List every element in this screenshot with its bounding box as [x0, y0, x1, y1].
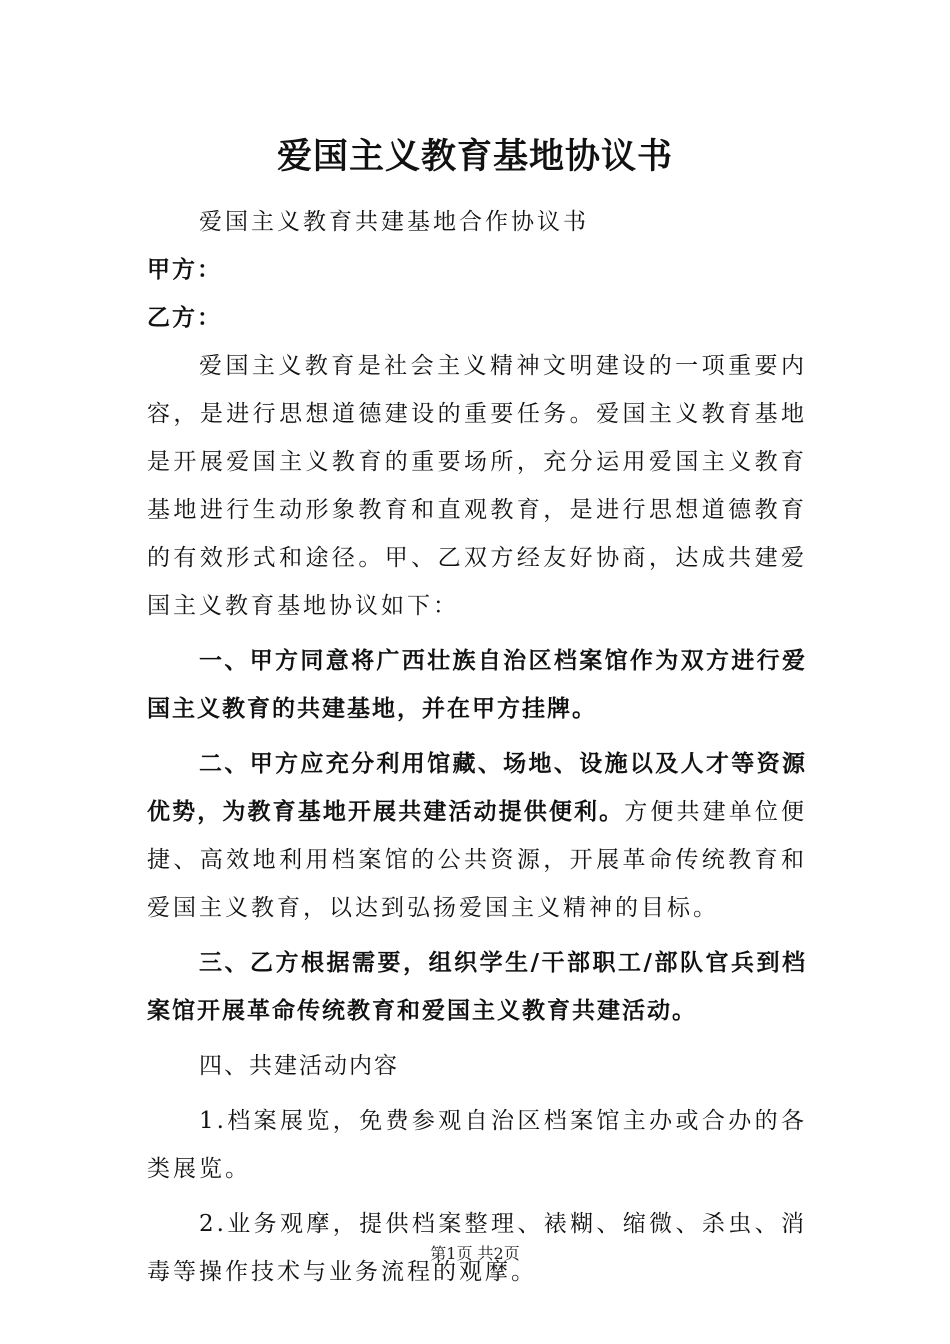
subtitle: 爱国主义教育共建基地合作协议书 [199, 209, 589, 235]
party-b-label: 乙方： [147, 305, 222, 331]
list-item-1: 1.档案展览，免费参观自治区档案馆主办或合办的各类展览。 [147, 1108, 807, 1182]
document-body [147, 198, 807, 1296]
intro-paragraph: 爱国主义教育是社会主义精神文明建设的一项重要内容，是进行思想道德建设的重要任务。爱国主义教育基地是开展爱国主义教育的重要场所，充分运用爱国主义教育基地进行生动形象教育和直观教育，是进行思想道德教育的有效形式和途径。甲、乙双方经友好协商，达成共建爱国主义教育基地协议如下： [147, 353, 807, 619]
party-a-label: 甲方： [147, 257, 222, 283]
clause-2-bold: 二、甲方应充分利用馆藏、场地、设施以及人才等资源优势，为教育基地开展共建活动提供便利。 [147, 751, 807, 825]
clause-2 [147, 740, 807, 932]
clause-1: 一、甲方同意将广西壮族自治区档案馆作为双方进行爱国主义教育的共建基地，并在甲方挂牌。 [147, 648, 807, 722]
document-title: 爱国主义教育基地协议书 [276, 137, 673, 177]
clause-3: 三、乙方根据需要，组织学生/干部职工/部队官兵到档案馆开展革命传统教育和爱国主义教育共建活动。 [147, 950, 807, 1024]
list-item-2: 2.业务观摩，提供档案整理、裱糊、缩微、杀虫、消毒等操作技术与业务流程的观摩。 [147, 1211, 807, 1285]
page-number-footer: 第1页 共2页 [430, 1244, 520, 1263]
clause-4-heading: 四、共建活动内容 [199, 1053, 399, 1079]
clause-2-rest: 方便共建单位便捷、高效地利用档案馆的公共资源，开展革命传统教育和爱国主义教育，以达到弘扬爱国主义精神的目标。 [147, 799, 808, 921]
